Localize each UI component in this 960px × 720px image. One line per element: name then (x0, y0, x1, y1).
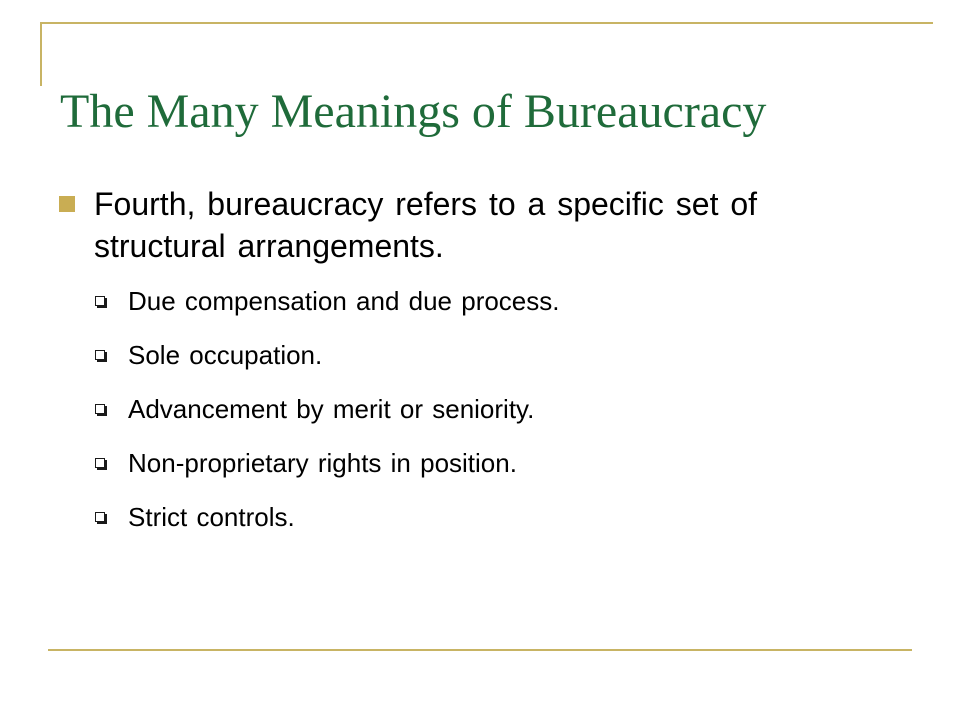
sub-bullet-text: Advancement by merit or seniority. (128, 394, 535, 424)
top-frame-line (40, 22, 933, 24)
bottom-frame-line (48, 649, 912, 651)
box-bullet-icon (95, 350, 105, 360)
sub-bullet-text: Due compensation and due process. (128, 286, 560, 316)
left-frame-line (40, 22, 42, 86)
slide-title: The Many Meanings of Bureaucracy (60, 85, 767, 138)
box-bullet-icon (95, 458, 105, 468)
square-bullet-icon (59, 196, 75, 212)
box-bullet-icon (95, 404, 105, 414)
sub-bullet-text: Strict controls. (128, 502, 295, 532)
box-bullet-icon (95, 512, 105, 522)
sub-bullet-text: Sole occupation. (128, 340, 323, 370)
sub-bullet-text: Non-proprietary rights in position. (128, 448, 517, 478)
main-bullet-item (59, 183, 879, 267)
main-bullet-text: Fourth, bureaucracy refers to a specific set of structural arrangements. (94, 186, 758, 264)
box-bullet-icon (95, 296, 105, 306)
